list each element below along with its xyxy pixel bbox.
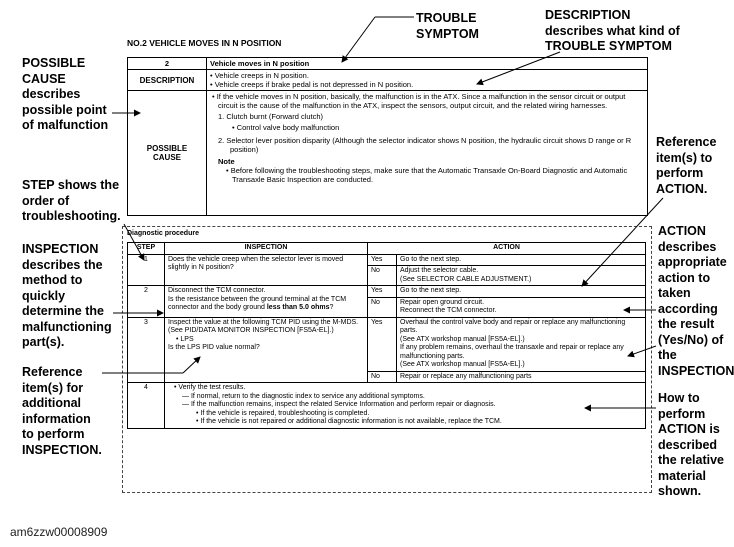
- callout-line: material: [658, 468, 706, 483]
- inspection-line: (See PID/DATA MONITOR INSPECTION [FS5A-EL].): [168, 327, 334, 334]
- step-number: 1: [128, 254, 165, 286]
- callout-line: describes what kind of: [545, 23, 680, 38]
- step-number: 2: [128, 286, 165, 318]
- result-yes: Yes: [368, 286, 397, 298]
- cause-label-line: CAUSE: [152, 153, 181, 162]
- symptom-number: 2: [128, 58, 207, 70]
- callout-line: action to: [658, 270, 711, 285]
- callout-line: additional: [22, 396, 82, 410]
- verify-line: • If the vehicle is not repaired or additional diagnostic information is not available, replace the TCM.: [196, 418, 502, 425]
- procedure-title: Diagnostic procedure: [127, 230, 199, 237]
- action-line: Reconnect the TCM connector.: [400, 307, 497, 314]
- callout-line: possible point: [22, 102, 107, 117]
- inspection-item-text: LPS: [180, 335, 194, 343]
- callout-line: perform: [658, 406, 706, 421]
- verify-text: If the vehicle is repaired, troubleshooting is completed.: [200, 409, 370, 417]
- action-line: (See ATX workshop manual [FS5A-EL].): [400, 335, 525, 343]
- callout-line: malfunctioning: [22, 319, 112, 334]
- callout-line: to perform: [22, 427, 85, 441]
- callout-line: INSPECTION: [22, 242, 99, 256]
- verify-line: — If normal, return to the diagnostic index to service any additional symptoms.: [182, 392, 425, 400]
- verify-line: • If the vehicle is repaired, troubleshooting is completed.: [196, 409, 370, 417]
- callout-line: part(s).: [22, 335, 65, 349]
- callout-line: describes: [22, 87, 81, 101]
- callout-line: describes: [658, 239, 717, 254]
- callout-line: describes the: [22, 257, 103, 272]
- callout-line: STEP shows the: [22, 178, 120, 192]
- callout-line: (Yes/No) of: [658, 332, 724, 347]
- callout-line: determine the: [22, 304, 104, 318]
- image-id: am6zzw00008909: [10, 525, 108, 539]
- description-label-text: DESCRIPTION: [139, 75, 195, 85]
- leader-reference-right: [582, 198, 663, 286]
- callout-line: ACTION.: [656, 181, 708, 196]
- verify-line: — If the malfunction remains, inspect the related Service Information and perform repair or diagnosis.: [182, 401, 496, 408]
- result-no: No: [368, 297, 397, 317]
- callout-line: the relative: [658, 453, 725, 467]
- inspection-line: Inspect the value at the following TCM PID using the M-MDS.: [168, 318, 359, 326]
- description-item-text: Vehicle creeps if brake pedal is not depressed in N position.: [214, 80, 414, 89]
- verify-line: • Verify the test results.: [174, 384, 246, 391]
- action-line: Overhaul the control valve body and repair or replace any malfunctioning parts.: [400, 318, 626, 334]
- callout-line: order of: [22, 193, 70, 208]
- note-label: Note: [218, 157, 235, 166]
- callout-line: SYMPTOM: [416, 26, 479, 41]
- action-line: Repair open ground circuit.: [400, 298, 485, 306]
- inspection-line: Is the LPS PID value normal?: [168, 344, 260, 351]
- leader-trouble-symptom-diag: [342, 17, 375, 62]
- col-action-header: ACTION: [368, 243, 646, 255]
- callout-line: ACTION: [658, 224, 706, 238]
- step-inspection: Does the vehicle creep when the selector lever is moved slightly in N position?: [165, 254, 368, 286]
- callout-line: ACTION is: [658, 422, 720, 436]
- callout-line: Reference: [656, 135, 717, 149]
- description-item: • Vehicle creeps in N position.: [210, 71, 309, 80]
- cause-1-sub: • Control valve body malfunction: [232, 123, 340, 132]
- leader-step: [124, 224, 144, 260]
- callout-line: perform: [656, 166, 704, 180]
- result-yes: Yes: [368, 254, 397, 266]
- callout-line: according: [658, 301, 718, 316]
- action-no: Repair or replace any malfunctioning parts: [397, 371, 646, 383]
- symptom-title: Vehicle moves in N position: [207, 58, 648, 70]
- note-text-body: Before following the troubleshooting steps, make sure that the Automatic Transaxle On-Board Diagnostic and Automatic Transaxle Basic Inspection are conducted.: [230, 166, 628, 184]
- description-item: • Vehicle creeps if brake pedal is not depressed in N position.: [210, 80, 414, 89]
- callout-line: method to: [22, 273, 83, 287]
- step-number: 3: [128, 317, 165, 383]
- leader-action-2: [628, 346, 656, 356]
- action-line: If any problem remains, overhaul the transaxle and repair or replace any malfunctioning parts.: [400, 344, 624, 360]
- callout-line: Reference: [22, 365, 83, 379]
- callout-line: of malfunction: [22, 118, 109, 132]
- verify-text: Verify the test results.: [178, 384, 246, 391]
- inspection-item: • LPS: [176, 335, 194, 343]
- callout-line: information: [22, 411, 91, 426]
- callout-line: item(s) to: [656, 150, 713, 165]
- action-yes: Go to the next step.: [397, 286, 646, 298]
- callout-line: CAUSE: [22, 71, 66, 86]
- callout-line: described: [658, 437, 718, 452]
- callout-line: item(s) for: [22, 380, 84, 395]
- callout-line: INSPECTION: [658, 363, 734, 378]
- action-line: Adjust the selector cable.: [400, 267, 479, 274]
- action-line: (See ATX workshop manual [FS5A-EL].): [400, 361, 525, 368]
- callout-line: troubleshooting.: [22, 209, 121, 223]
- callout-line: DESCRIPTION: [545, 8, 631, 22]
- callout-line: How to: [658, 391, 700, 405]
- leader-reference-left-diag: [183, 357, 200, 373]
- callout-line: TROUBLE: [416, 11, 477, 25]
- action-line: (See SELECTOR CABLE ADJUSTMENT.): [400, 275, 532, 283]
- callout-line: quickly: [22, 288, 66, 303]
- col-inspection-header: INSPECTION: [165, 243, 368, 255]
- callout-line: the: [658, 348, 677, 362]
- action-yes: Go to the next step.: [397, 254, 646, 266]
- section-title: NO.2 VEHICLE MOVES IN N POSITION: [127, 38, 282, 48]
- callout-line: INSPECTION.: [22, 442, 102, 457]
- cause-2: 2. Selector lever position disparity (Although the selector indicator shows N position, the hydraulic circuit shows D range or R position): [218, 136, 632, 154]
- callout-line: the result: [658, 317, 715, 331]
- step-number: 4: [128, 383, 165, 429]
- callout-line: TROUBLE SYMPTOM: [545, 39, 672, 53]
- col-step-header: STEP: [128, 243, 165, 255]
- inspection-text: Is the resistance between the ground terminal at the TCM connector and the body ground: [168, 295, 347, 311]
- cause-intro-text: If the vehicle moves in N position, basically, the malfunction is in the ATX. Since a malfunction in the sensor circuit or output circuit is the cause of the malfunction in the ATX, inspect the sensors, output circuit, and the related wiring harnesses.: [216, 92, 626, 110]
- leader-description: [477, 52, 560, 84]
- verify-text: If the vehicle is not repaired or additional diagnostic information is not available, replace the TCM.: [200, 418, 502, 425]
- cause-1: 1. Clutch burnt (Forward clutch): [218, 112, 324, 121]
- note-text: • Before following the troubleshooting steps, make sure that the Automatic Transaxle On-Board Diagnostic and Automatic Transaxle Basic Inspection are conducted.: [226, 166, 628, 184]
- callout-line: appropriate: [658, 255, 727, 269]
- callout-line: POSSIBLE: [22, 56, 86, 70]
- inspection-end: ?: [329, 304, 334, 311]
- inspection-bold: less than 5.0 ohms: [266, 304, 330, 311]
- cause-label-line: POSSIBLE: [146, 144, 188, 153]
- callout-line: shown.: [658, 484, 702, 498]
- description-item-text: Vehicle creeps in N position.: [214, 71, 309, 80]
- result-no: No: [368, 266, 397, 286]
- callout-line: taken: [658, 286, 691, 300]
- result-yes: Yes: [368, 317, 397, 371]
- result-no: No: [368, 371, 397, 383]
- cause-intro: • If the vehicle moves in N position, basically, the malfunction is in the ATX. Since a malfunction in the sensor circuit or output circuit is the cause of the malfunction in the ATX, inspect the sensors, output circuit, and the related wiring harnesses.: [212, 92, 626, 110]
- cause-1-sub-text: Control valve body malfunction: [236, 123, 340, 132]
- inspection-line: Disconnect the TCM connector.: [168, 287, 266, 294]
